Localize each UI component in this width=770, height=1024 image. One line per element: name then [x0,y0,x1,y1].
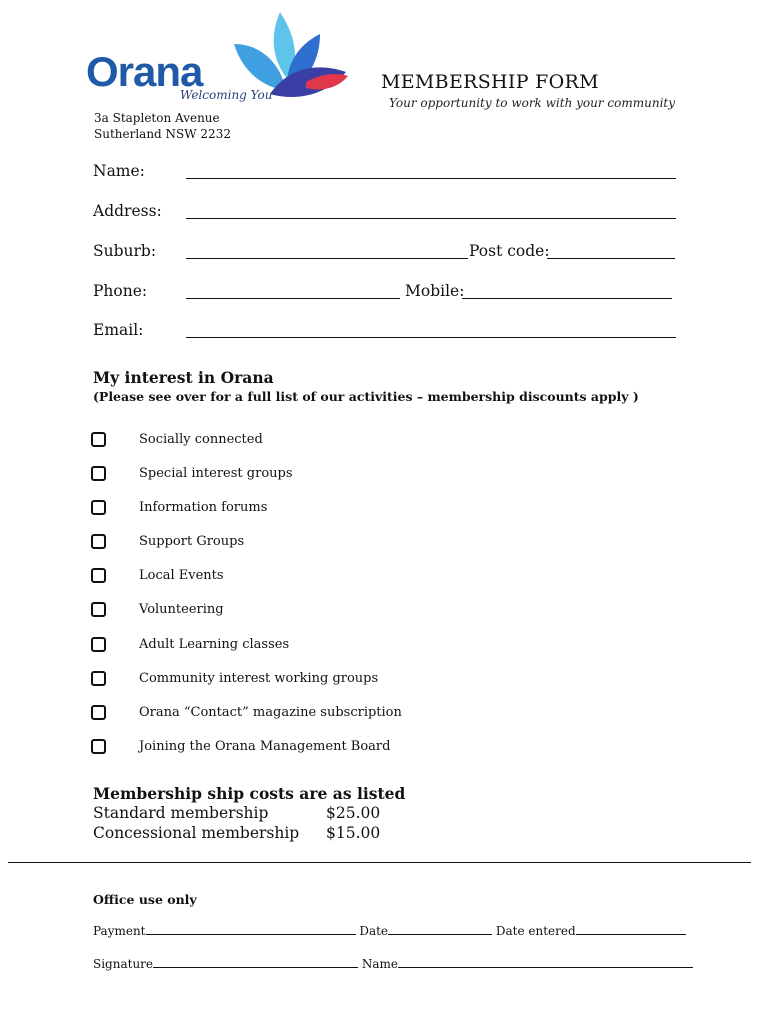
date-entered-field[interactable] [576,923,686,935]
standard-membership-label: Standard membership [93,804,269,822]
mobile-label: Mobile: [405,282,465,300]
email-label: Email: [93,321,144,339]
name-field[interactable] [186,178,676,179]
phone-field[interactable] [186,298,400,299]
interest-option-label: Volunteering [139,602,224,617]
interest-option-label: Support Groups [139,534,245,549]
interest-heading: My interest in Orana [93,368,274,387]
interest-option-label: Community interest working groups [139,671,379,686]
checkbox[interactable] [91,432,106,447]
form-subtitle: Your opportunity to work with your community [389,96,676,110]
phone-label: Phone: [93,282,148,300]
address-line-1: 3a Stapleton Avenue [94,111,220,125]
checkbox[interactable] [91,466,106,481]
date-label: Date [359,924,389,938]
name-label: Name: [93,162,145,180]
checkbox[interactable] [91,534,106,549]
form-title: MEMBERSHIP FORM [381,71,599,93]
interest-option-label: Joining the Orana Management Board [139,739,391,754]
office-payment-row [93,923,686,938]
suburb-field[interactable] [186,258,468,259]
interest-option-label: Adult Learning classes [139,637,290,652]
checkbox[interactable] [91,705,106,720]
date-entered-label: Date entered [495,924,576,938]
concession-membership-price: $15.00 [326,824,381,842]
checkbox[interactable] [91,568,106,583]
checkbox[interactable] [91,739,106,754]
logo-tagline: Welcoming You [180,88,273,102]
checkbox[interactable] [91,637,106,652]
payment-field[interactable] [146,923,356,935]
date-field[interactable] [388,923,492,935]
logo-wordmark: Orana [86,48,203,95]
concession-membership-label: Concessional membership [93,824,300,842]
interest-option-label: Special interest groups [139,466,293,481]
office-use-heading: Office use only [93,892,197,907]
signature-field[interactable] [153,956,358,968]
email-field[interactable] [186,337,676,338]
interest-option-label: Orana “Contact” magazine subscription [139,705,402,720]
interest-option-label: Local Events [139,568,224,583]
office-signature-row [93,956,693,971]
payment-label: Payment [93,924,146,938]
office-name-label: Name [361,957,398,971]
address-label: Address: [93,202,162,220]
checkbox[interactable] [91,500,106,515]
costs-heading: Membership ship costs are as listed [93,784,406,803]
suburb-label: Suburb: [93,242,157,260]
address-field[interactable] [186,218,676,219]
postcode-field[interactable] [547,258,675,259]
postcode-label: Post code: [469,242,550,260]
interest-note: (Please see over for a full list of our activities – membership discounts apply ) [93,389,639,404]
mobile-field[interactable] [462,298,672,299]
signature-label: Signature [93,957,154,971]
office-name-field[interactable] [398,956,693,968]
checkbox[interactable] [91,602,106,617]
checkbox[interactable] [91,671,106,686]
section-divider [8,862,751,863]
interest-option-label: Socially connected [139,432,263,447]
address-line-2: Sutherland NSW 2232 [94,127,231,141]
interest-option-label: Information forums [139,500,268,515]
standard-membership-price: $25.00 [326,804,381,822]
